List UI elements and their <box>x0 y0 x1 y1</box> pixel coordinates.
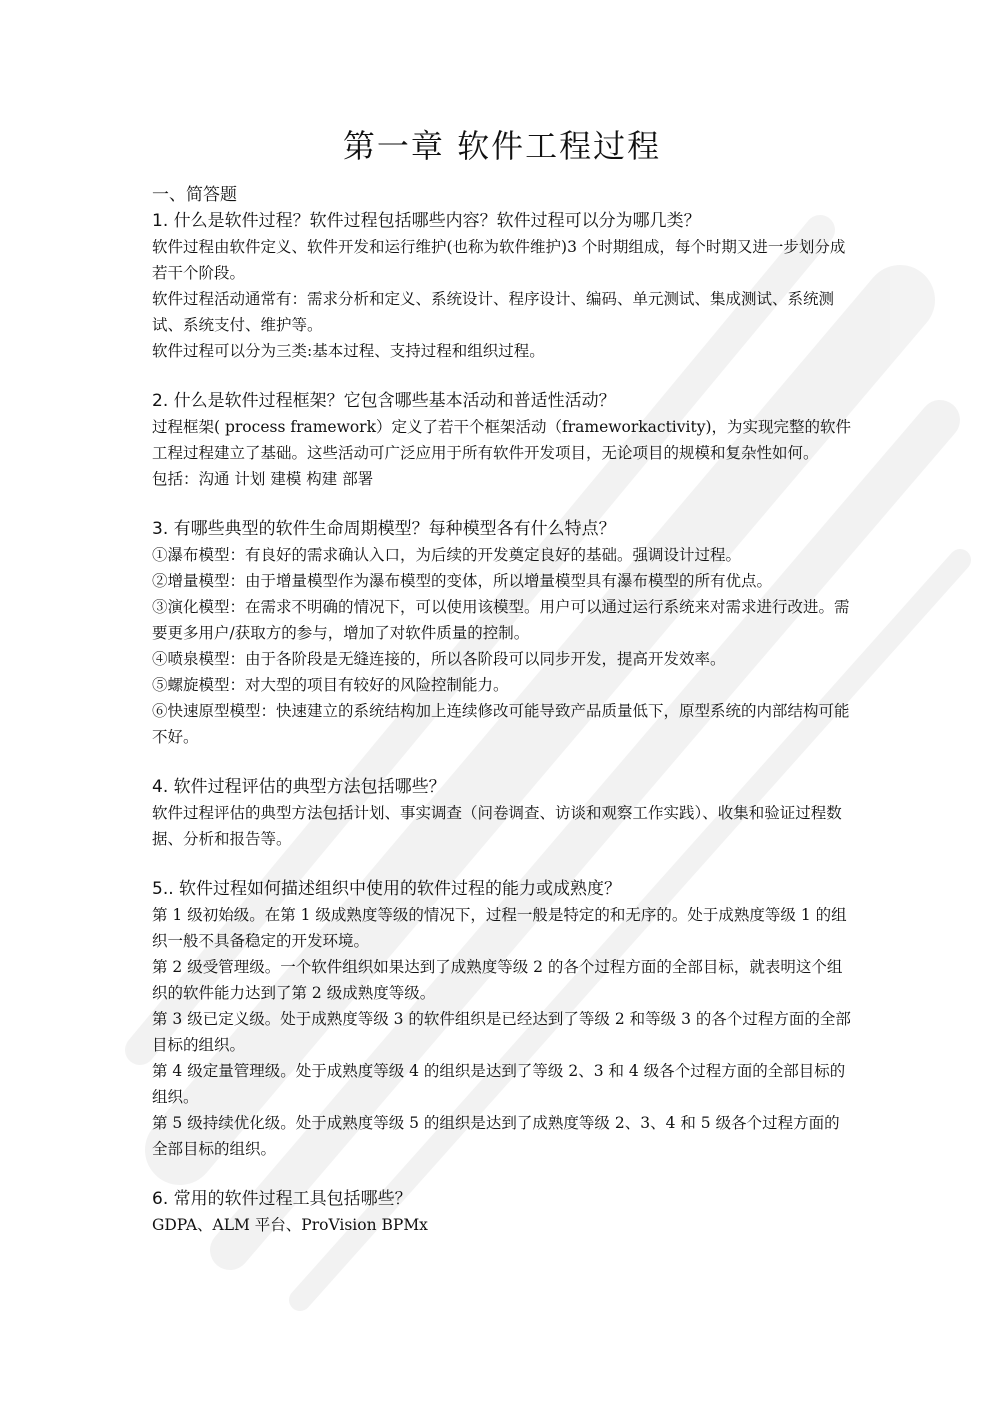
answer-paragraph: ①瀑布模型：有良好的需求确认入口，为后续的开发奠定良好的基础。强调设计过程。 <box>152 546 742 564</box>
answer-paragraph: ②增量模型：由于增量模型作为瀑布模型的变体，所以增量模型具有瀑布模型的所有优点。 <box>152 572 773 590</box>
question-heading: 6. 常用的软件过程工具包括哪些？ <box>152 1189 412 1209</box>
question-heading: 1. 什么是软件过程？软件过程包括哪些内容？软件过程可以分为哪几类？ <box>152 211 701 231</box>
answer-paragraph: ④喷泉模型：由于各阶段是无缝连接的，所以各阶段可以同步开发，提高开发效率。 <box>152 650 726 668</box>
answer-paragraph: 过程框架( process framework）定义了若干个框架活动（frameworkactivity)，为实现完整的软件工程过程建立了基础。这些活动可广泛应用于所有软件开发项目，无论项目的规模和复杂性如何。 <box>152 418 852 462</box>
answer-paragraph: 第 5 级持续优化级。处于成熟度等级 5 的组织是达到了成熟度等级 2、3、4 和 5 级各个过程方面的全部目标的组织。 <box>152 1114 840 1158</box>
answer-paragraph: 包括：沟通 计划 建模 构建 部署 <box>152 470 374 488</box>
answer-paragraph: ⑤螺旋模型：对大型的项目有较好的风险控制能力。 <box>152 676 509 694</box>
document-content <box>152 120 852 1238</box>
question-heading: 4. 软件过程评估的典型方法包括哪些？ <box>152 777 446 797</box>
section-heading: 一、简答题 <box>152 185 237 205</box>
page-title: 第一章 软件工程过程 <box>342 127 662 165</box>
question-heading: 3. 有哪些典型的软件生命周期模型？每种模型各有什么特点？ <box>152 519 616 539</box>
answer-paragraph: ③演化模型：在需求不明确的情况下，可以使用该模型。用户可以通过运行系统来对需求进行改进。需要更多用户/获取方的参与，增加了对软件质量的控制。 <box>152 598 850 642</box>
question-heading: 5.. 软件过程如何描述组织中使用的软件过程的能力或成熟度？ <box>152 879 622 899</box>
answer-paragraph: 第 1 级初始级。在第 1 级成熟度等级的情况下，过程一般是特定的和无序的。处于成熟度等级 1 的组织一般不具备稳定的开发环境。 <box>152 906 847 950</box>
answer-paragraph: 软件过程评估的典型方法包括计划、事实调查（问卷调查、访谈和观察工作实践）、收集和验证过程数据、分析和报告等。 <box>152 804 842 848</box>
answer-paragraph: GDPA、ALM 平台、ProVision BPMx <box>152 1216 428 1234</box>
answer-paragraph: 软件过程可以分为三类:基本过程、支持过程和组织过程。 <box>152 342 545 360</box>
question-heading: 2. 什么是软件过程框架？它包含哪些基本活动和普适性活动？ <box>152 391 616 411</box>
answer-paragraph: 第 4 级定量管理级。处于成熟度等级 4 的组织是达到了等级 2、3 和 4 级各个过程方面的全部目标的组织。 <box>152 1062 846 1106</box>
answer-paragraph: ⑥快速原型模型：快速建立的系统结构加上连续修改可能导致产品质量低下，原型系统的内部结构可能不好。 <box>152 702 850 746</box>
answer-paragraph: 第 3 级已定义级。处于成熟度等级 3 的软件组织是已经达到了等级 2 和等级 3 的各个过程方面的全部目标的组织。 <box>152 1010 851 1054</box>
answer-paragraph: 软件过程活动通常有：需求分析和定义、系统设计、程序设计、编码、单元测试、集成测试、系统测试、系统支付、维护等。 <box>152 290 835 334</box>
answer-paragraph: 软件过程由软件定义、软件开发和运行维护(也称为软件维护)3 个时期组成，每个时期又进一步划分成若干个阶段。 <box>152 238 846 282</box>
answer-paragraph: 第 2 级受管理级。一个软件组织如果达到了成熟度等级 2 的各个过程方面的全部目标，就表明这个组织的软件能力达到了第 2 级成熟度等级。 <box>152 958 843 1002</box>
